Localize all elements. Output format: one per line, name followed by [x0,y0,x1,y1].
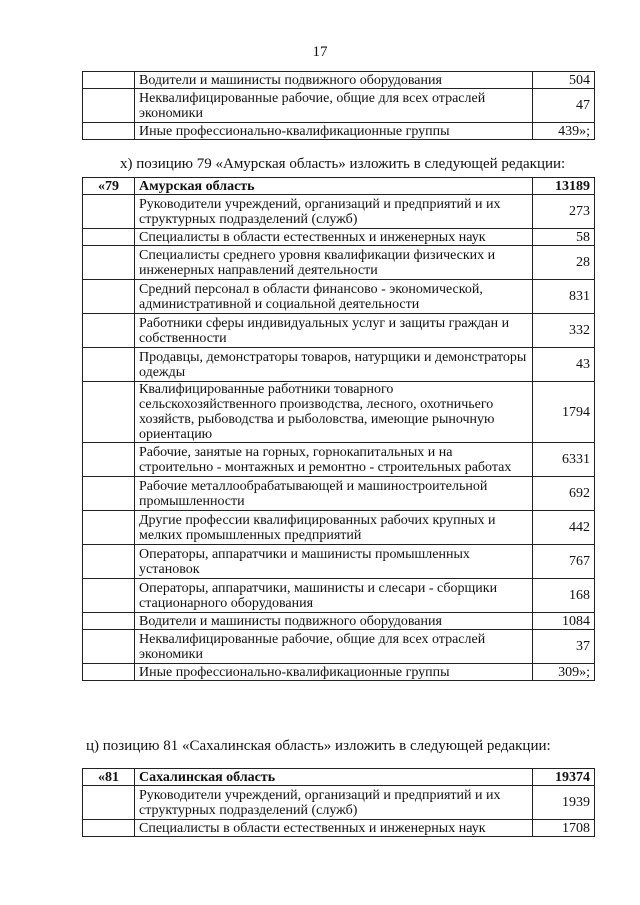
row-code [83,630,135,664]
row-code [83,820,135,837]
table-row [83,246,595,280]
row-value: 37 [533,630,595,664]
table-row [83,123,595,140]
paragraph-sakhalin-amendment: ц) позицию 81 «Сахалинская область» изложить в следующей редакции: [86,738,551,754]
region-total: 19374 [533,769,595,786]
row-label: Операторы, аппаратчики, машинисты и слесари - сборщики стационарного оборудования [135,579,533,613]
region-code: «79 [83,178,135,195]
row-value: 332 [533,314,595,348]
row-code [83,89,135,123]
region-total: 13189 [533,178,595,195]
table-continuation [82,71,595,140]
table-row [83,348,595,382]
table-row [83,280,595,314]
row-value: 767 [533,545,595,579]
row-value: 442 [533,511,595,545]
row-value: 692 [533,477,595,511]
row-value: 47 [533,89,595,123]
row-code [83,246,135,280]
row-label: Рабочие металлообрабатывающей и машиностроительной промышленности [135,477,533,511]
table-row [83,786,595,820]
row-label: Водители и машинисты подвижного оборудования [135,613,533,630]
row-label: Руководители учреждений, организаций и предприятий и их структурных подразделений (служб) [135,195,533,229]
row-code [83,443,135,477]
row-value: 1939 [533,786,595,820]
table-sakhalin-body [83,769,595,837]
row-code [83,382,135,443]
table-row [83,314,595,348]
row-label: Неквалифицированные рабочие, общие для всех отраслей экономики [135,89,533,123]
table-row [83,820,595,837]
row-value: 1084 [533,613,595,630]
row-label: Специалисты в области естественных и инженерных наук [135,229,533,246]
row-label: Квалифицированные работники товарного сельскохозяйственного производства, лесного, охотничьего хозяйств, рыбоводства и рыболовства, имеющие рыночную ориентацию [135,382,533,443]
table-head-row [83,769,595,786]
row-value: 1708 [533,820,595,837]
region-name: Сахалинская область [135,769,533,786]
row-value: 6331 [533,443,595,477]
table-row [83,630,595,664]
table-head-row [83,178,595,195]
row-label: Руководители учреждений, организаций и предприятий и их структурных подразделений (служб) [135,786,533,820]
row-label: Продавцы, демонстраторы товаров, натурщики и демонстраторы одежды [135,348,533,382]
table-row [83,443,595,477]
row-value: 439»; [533,123,595,140]
row-label: Операторы, аппаратчики и машинисты промышленных установок [135,545,533,579]
row-value: 43 [533,348,595,382]
row-value: 58 [533,229,595,246]
row-code [83,348,135,382]
row-code [83,545,135,579]
row-code [83,511,135,545]
table-row [83,195,595,229]
row-value: 504 [533,72,595,89]
row-code [83,613,135,630]
page-number: 17 [312,44,328,60]
table-row [83,477,595,511]
row-label: Средний персонал в области финансово - экономической, административной и социальной деятельности [135,280,533,314]
table-amur-body [83,178,595,681]
row-code [83,229,135,246]
table-row [83,511,595,545]
paragraph-amur-amendment: х) позицию 79 «Амурская область» изложить в следующей редакции: [120,156,566,172]
table-row [83,613,595,630]
region-name: Амурская область [135,178,533,195]
table-row [83,545,595,579]
row-code [83,314,135,348]
table-continuation-body [83,72,595,140]
row-code [83,195,135,229]
row-code [83,123,135,140]
table-sakhalin-region [82,768,595,837]
row-label: Иные профессионально-квалификационные группы [135,664,533,681]
table-row [83,579,595,613]
row-label: Другие профессии квалифицированных рабочих крупных и мелких промышленных предприятий [135,511,533,545]
row-value: 273 [533,195,595,229]
row-code [83,280,135,314]
row-value: 28 [533,246,595,280]
table-row [83,382,595,443]
region-code: «81 [83,769,135,786]
row-label: Иные профессионально-квалификационные группы [135,123,533,140]
row-value: 309»; [533,664,595,681]
row-value: 168 [533,579,595,613]
row-code [83,786,135,820]
row-label: Водители и машинисты подвижного оборудования [135,72,533,89]
row-label: Рабочие, занятые на горных, горнокапитальных и на строительно - монтажных и ремонтно - строительных работах [135,443,533,477]
row-code [83,579,135,613]
row-code [83,664,135,681]
table-row [83,89,595,123]
row-label: Работники сферы индивидуальных услуг и защиты граждан и собственности [135,314,533,348]
row-label: Специалисты среднего уровня квалификации физических и инженерных направлений деятельности [135,246,533,280]
row-label: Неквалифицированные рабочие, общие для всех отраслей экономики [135,630,533,664]
row-code [83,477,135,511]
row-value: 831 [533,280,595,314]
table-row [83,664,595,681]
table-row [83,229,595,246]
table-row [83,72,595,89]
table-amur-region [82,177,595,681]
row-label: Специалисты в области естественных и инженерных наук [135,820,533,837]
row-value: 1794 [533,382,595,443]
row-code [83,72,135,89]
